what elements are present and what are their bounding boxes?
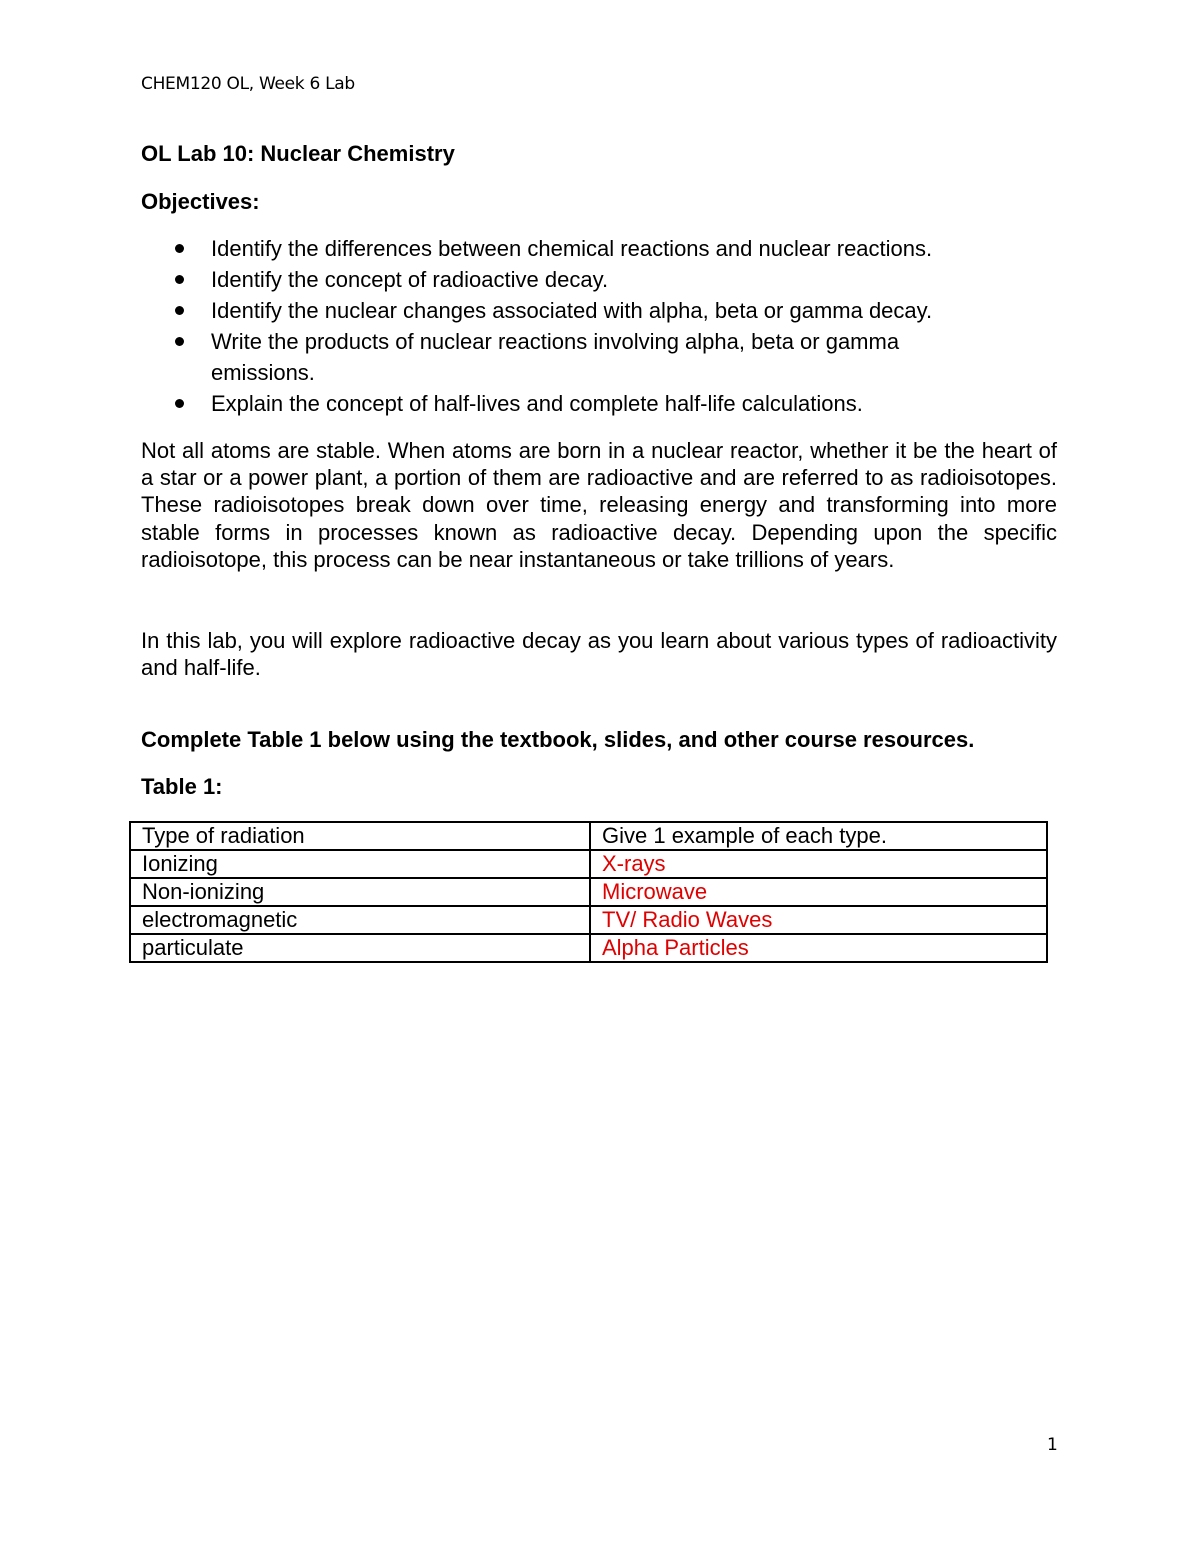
bullet-icon <box>175 306 184 315</box>
table-row <box>130 906 1047 934</box>
list-item <box>141 264 1001 295</box>
table-label: Table 1: <box>141 774 223 799</box>
objective-text: Identify the concept of radioactive decay. <box>211 267 609 292</box>
table-header-cell: Type of radiation <box>130 822 590 850</box>
example-answer-cell: Microwave <box>590 878 1047 906</box>
table-row <box>130 850 1047 878</box>
objective-text: Explain the concept of half-lives and complete half-life calculations. <box>211 391 863 416</box>
intro-paragraph: Not all atoms are stable. When atoms are born in a nuclear reactor, whether it be the heart of a star or a power plant, a portion of them are radioactive and are referred to as radioisotopes. These radioisotopes break down over time, releasing energy and transforming into more stable forms in processes known as radioactive decay. Depending upon the specific radioisotope, this process can be near instantaneous or take trillions of years. <box>141 438 1057 572</box>
objective-text: Identify the differences between chemical reactions and nuclear reactions. <box>211 236 933 261</box>
example-answer-cell: X-rays <box>590 850 1047 878</box>
lab-overview-paragraph: In this lab, you will explore radioactive decay as you learn about various types of radioactivity and half-life. <box>141 628 1057 681</box>
objective-text: Write the products of nuclear reactions involving alpha, beta or gamma emissions. <box>211 329 900 385</box>
table-row <box>130 878 1047 906</box>
radiation-type-cell: particulate <box>130 934 590 962</box>
radiation-type-cell: Non-ionizing <box>130 878 590 906</box>
radiation-type-cell: electromagnetic <box>130 906 590 934</box>
table-header-cell: Give 1 example of each type. <box>590 822 1047 850</box>
example-answer-cell: TV/ Radio Waves <box>590 906 1047 934</box>
page-number: 1 <box>1047 1435 1058 1455</box>
example-answer-cell: Alpha Particles <box>590 934 1047 962</box>
page-header: CHEM120 OL, Week 6 Lab <box>141 74 355 94</box>
list-item <box>141 326 1001 388</box>
objectives-list <box>141 233 1001 419</box>
table-instruction: Complete Table 1 below using the textbook, slides, and other course resources. <box>141 727 975 752</box>
list-item <box>141 233 1001 264</box>
table-header-row <box>130 822 1047 850</box>
objectives-heading: Objectives: <box>141 189 260 214</box>
bullet-icon <box>175 275 184 284</box>
list-item <box>141 388 1001 419</box>
page-title: OL Lab 10: Nuclear Chemistry <box>141 141 455 166</box>
list-item <box>141 295 1001 326</box>
bullet-icon <box>175 244 184 253</box>
bullet-icon <box>175 399 184 408</box>
objective-text: Identify the nuclear changes associated with alpha, beta or gamma decay. <box>211 298 933 323</box>
table-row <box>130 934 1047 962</box>
bullet-icon <box>175 337 184 346</box>
radiation-table <box>129 821 1048 963</box>
radiation-type-cell: Ionizing <box>130 850 590 878</box>
